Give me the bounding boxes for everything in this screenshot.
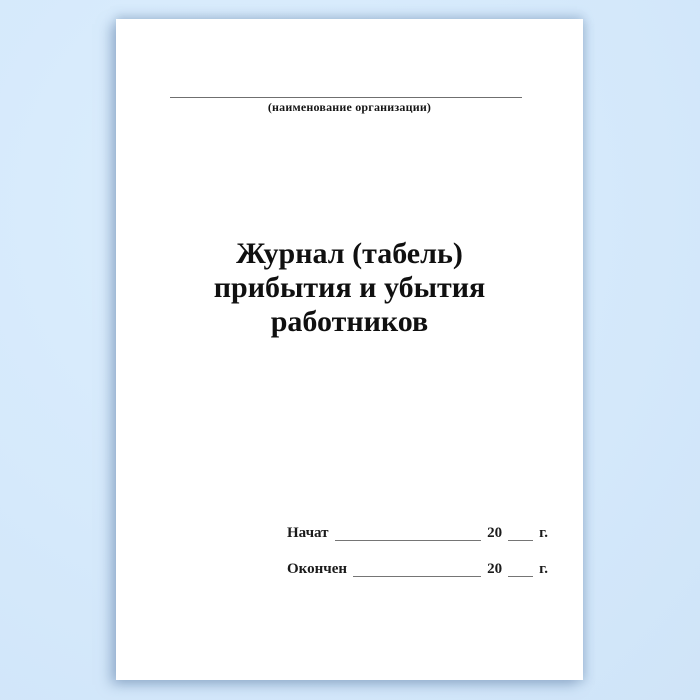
started-year-blank [508,526,533,541]
page-title-line-3: работников [270,305,429,338]
finished-date-row [287,560,548,578]
finished-year-suffix: г. [539,561,548,577]
started-date-blank [335,526,482,541]
finished-label: Окончен [287,561,348,577]
finished-date-blank [353,562,481,577]
page-title-line-1: Журнал (табель) [236,237,463,270]
organization-name-blank [170,96,522,98]
organization-name-caption: (наименование организации) [267,100,432,114]
started-century-prefix: 20 [487,525,503,541]
page-title [116,237,583,339]
finished-century-prefix: 20 [487,561,503,577]
started-label: Начат [287,525,329,541]
started-date-row [287,524,548,542]
started-year-suffix: г. [539,525,548,541]
finished-year-blank [508,562,533,577]
page-title-line-2: прибытия и убытия [213,271,486,304]
document-cover-page [116,19,583,680]
